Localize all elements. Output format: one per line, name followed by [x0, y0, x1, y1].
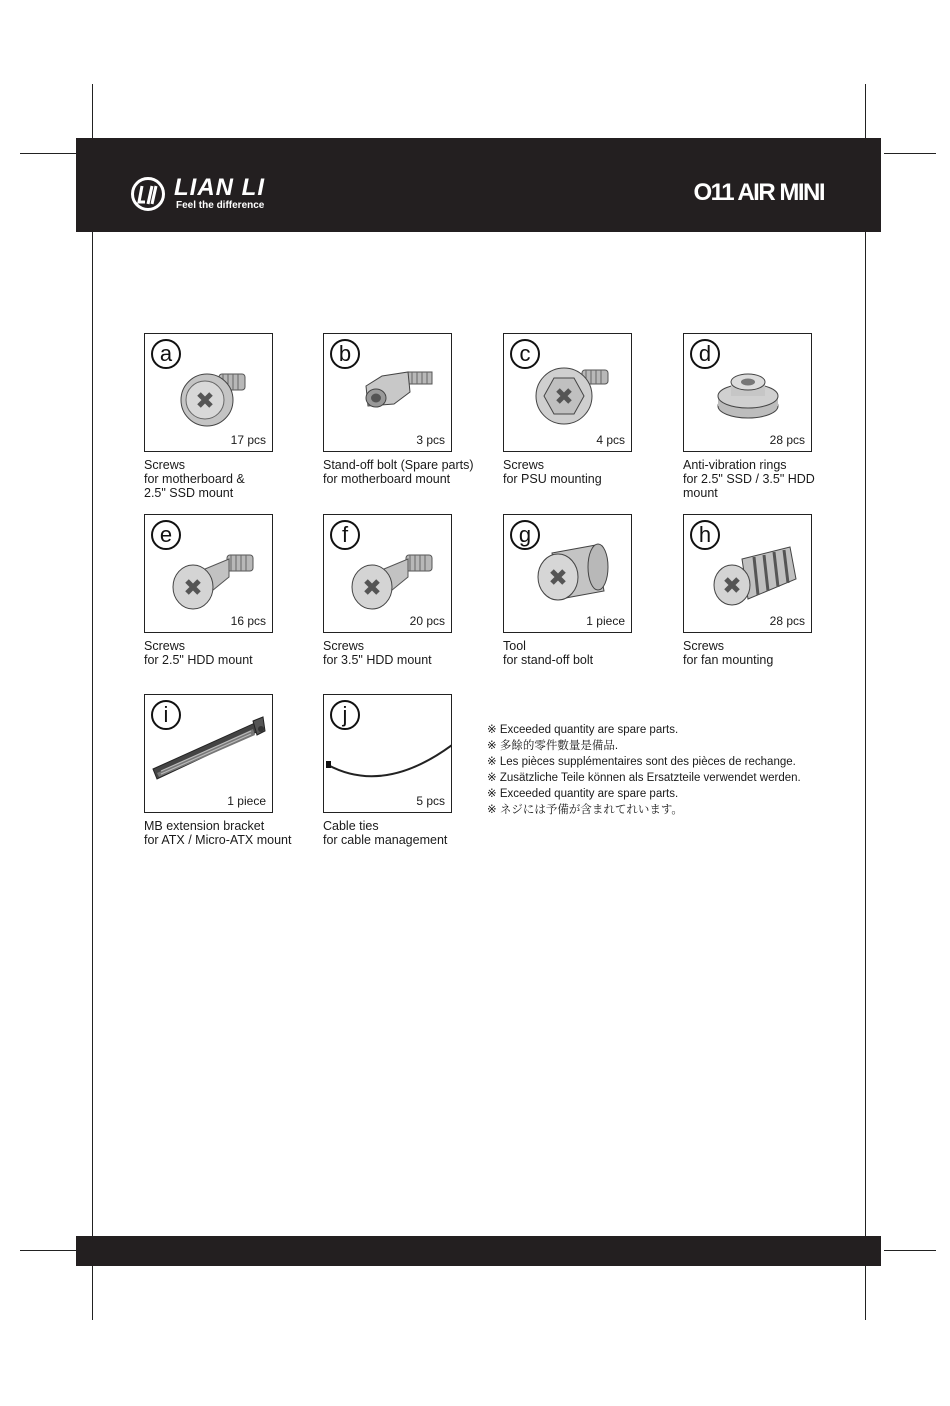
- part-image-box: [323, 514, 452, 633]
- part-quantity: 20 pcs: [409, 614, 445, 628]
- part-item-c: [503, 333, 673, 486]
- part-caption: [683, 458, 853, 500]
- note-line: ※ Les pièces supplémentaires sont des pièces de rechange.: [487, 756, 796, 768]
- caption-line: for PSU mounting: [503, 472, 602, 486]
- caption-line: Screws: [323, 639, 364, 653]
- part-letter: d: [690, 339, 720, 369]
- part-caption: [323, 639, 493, 667]
- caption-line: mount: [683, 486, 718, 500]
- part-quantity: 1 piece: [586, 614, 625, 628]
- caption-line: Anti-vibration rings: [683, 458, 787, 472]
- crop-mark: [884, 1250, 936, 1251]
- part-quantity: 4 pcs: [596, 433, 625, 447]
- crop-mark: [884, 153, 936, 154]
- caption-line: for cable management: [323, 833, 448, 847]
- part-image-box: [503, 514, 632, 633]
- part-letter: g: [510, 520, 540, 550]
- caption-line: Screws: [503, 458, 544, 472]
- header-band: [76, 138, 881, 232]
- part-quantity: 1 piece: [227, 794, 266, 808]
- part-item-f: [323, 514, 493, 667]
- part-item-h: [683, 514, 853, 667]
- brand-tagline: Feel the difference: [176, 200, 265, 211]
- caption-line: for motherboard mount: [323, 472, 451, 486]
- part-letter: e: [151, 520, 181, 550]
- caption-line: Screws: [683, 639, 724, 653]
- part-letter: h: [690, 520, 720, 550]
- part-item-g: [503, 514, 673, 667]
- part-letter: f: [330, 520, 360, 550]
- caption-line: Stand-off bolt (Spare parts): [323, 458, 474, 472]
- note-line: ※ ネジには予備が含まれてれいます。: [487, 804, 683, 816]
- part-letter: a: [151, 339, 181, 369]
- part-letter: b: [330, 339, 360, 369]
- part-item-d: [683, 333, 853, 500]
- spare-parts-notes: [487, 722, 847, 818]
- part-image-box: [683, 514, 812, 633]
- note-line: ※ Exceeded quantity are spare parts.: [487, 724, 679, 736]
- part-caption: [144, 819, 314, 847]
- crop-mark: [865, 84, 866, 1320]
- part-quantity: 17 pcs: [230, 433, 266, 447]
- caption-line: Screws: [144, 639, 185, 653]
- part-image-box: [323, 333, 452, 452]
- part-image-box: [144, 333, 273, 452]
- model-name: O11 AIR MINI: [693, 179, 824, 206]
- part-image-box: [323, 694, 452, 813]
- crop-mark: [92, 84, 93, 1320]
- footer-band: [76, 1236, 881, 1266]
- caption-line: Tool: [503, 639, 526, 653]
- part-caption: [683, 639, 853, 667]
- caption-line: for stand-off bolt: [503, 653, 594, 667]
- part-quantity: 16 pcs: [230, 614, 266, 628]
- caption-line: for 3.5" HDD mount: [323, 653, 432, 667]
- caption-line: for ATX / Micro-ATX mount: [144, 833, 292, 847]
- part-image-box: [503, 333, 632, 452]
- part-letter: j: [330, 700, 360, 730]
- part-item-i: [144, 694, 314, 847]
- caption-line: for 2.5" SSD / 3.5" HDD: [683, 472, 815, 486]
- part-image-box: [144, 694, 273, 813]
- part-item-e: [144, 514, 314, 667]
- part-image-box: [683, 333, 812, 452]
- part-caption: [503, 639, 673, 667]
- part-letter: c: [510, 339, 540, 369]
- part-caption: [144, 458, 314, 500]
- part-quantity: 28 pcs: [769, 433, 805, 447]
- part-item-j: [323, 694, 493, 847]
- part-image-box: [144, 514, 273, 633]
- part-quantity: 3 pcs: [416, 433, 445, 447]
- part-caption: [323, 458, 493, 486]
- crop-mark: [20, 153, 76, 154]
- brand-name: LIAN LI: [174, 174, 265, 201]
- brand-logo: [130, 176, 295, 212]
- caption-line: Cable ties: [323, 819, 379, 833]
- caption-line: MB extension bracket: [144, 819, 265, 833]
- part-quantity: 5 pcs: [416, 794, 445, 808]
- caption-line: for fan mounting: [683, 653, 774, 667]
- part-caption: [144, 639, 314, 667]
- part-caption: [323, 819, 493, 847]
- note-line: ※ 多餘的零件數量是備品.: [487, 740, 619, 752]
- part-caption: [503, 458, 673, 486]
- caption-line: 2.5" SSD mount: [144, 486, 234, 500]
- part-letter: i: [151, 700, 181, 730]
- note-line: ※ Exceeded quantity are spare parts.: [487, 788, 679, 800]
- caption-line: Screws: [144, 458, 185, 472]
- caption-line: for 2.5" HDD mount: [144, 653, 253, 667]
- part-item-b: [323, 333, 493, 486]
- lian-li-logo-icon: [130, 176, 166, 212]
- part-quantity: 28 pcs: [769, 614, 805, 628]
- part-item-a: [144, 333, 314, 500]
- crop-mark: [20, 1250, 76, 1251]
- caption-line: for motherboard &: [144, 472, 245, 486]
- note-line: ※ Zusätzliche Teile können als Ersatzteile verwendet werden.: [487, 772, 801, 784]
